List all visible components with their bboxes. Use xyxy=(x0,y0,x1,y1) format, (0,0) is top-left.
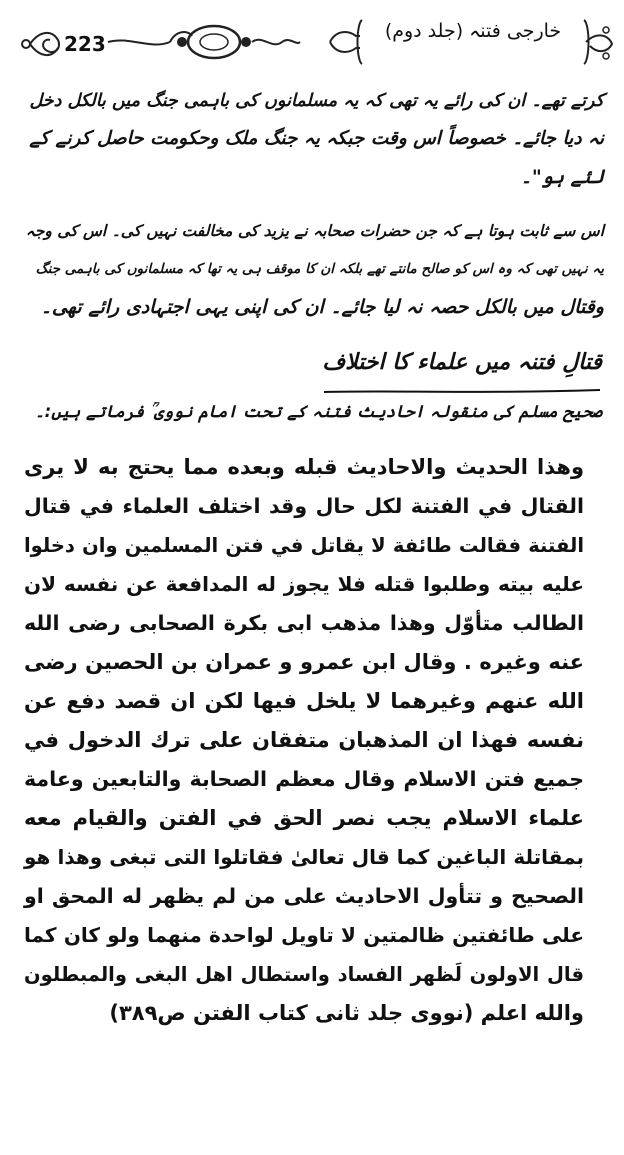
section-heading-text: قتالِ فتنہ میں علماء کا اختلاف xyxy=(322,350,602,375)
page-number: 223 xyxy=(64,32,106,56)
arabic-citation-line: والله اعلم (نووى جلد ثانى كتاب الفتن ص٣٨٩) xyxy=(109,1001,584,1025)
quote-intro: صحیح مسلم کی منقولہ احادیث فتنہ کے تحت امام نووی ؒ فرماتے ہیں:۔ xyxy=(35,402,602,421)
paragraph-2 xyxy=(24,212,604,326)
paragraph-line: اس سے ثابت ہوتا ہے کہ جن حضرات صحابہ نے یزید کی مخالفت نہیں کی۔ اس کی وجہ xyxy=(25,222,604,240)
section-heading xyxy=(322,350,602,396)
paragraph-line: لئے ہو"۔ xyxy=(520,166,604,188)
arabic-line: عنه وغيره . وقال ابن عمرو و عمران بن الحصين رضى xyxy=(24,650,584,674)
page-header xyxy=(0,0,624,72)
arabic-quotation xyxy=(24,448,584,1033)
paragraph-1 xyxy=(24,82,604,196)
arabic-line: الطالب متأوّل وهذا مذهب ابى بكرة الصحابى رضى الله xyxy=(24,611,584,635)
arabic-line: الصحيح و تتأول الاحاديث على من لم يظهر له المحق او xyxy=(24,884,584,908)
paragraph-line: یہ نہیں تھی کہ وہ اس کو صالح مانتے تھے بلکہ ان کا موقف ہی یہ تھا کہ مسلمانوں کی باہمی جنگ xyxy=(35,261,604,277)
arabic-line: القتال في الفتنة لكل حال وقد اختلف العلماء في قتال xyxy=(24,494,584,518)
arabic-line: علماء الاسلام يجب نصر الحق في الفتن والقيام معه xyxy=(24,806,584,830)
arabic-line: على طائفتين ظالمتين لا تاويل لواحدة منهما ولو كان كما xyxy=(24,923,584,947)
arabic-line: قال الاولون لَظهر الفساد واستطال اهل البغى والمبطلون xyxy=(24,963,584,986)
arabic-line: عليه بيته وطلبوا قتله فلا يجوز له المدافعة عن نفسه لان xyxy=(24,572,584,596)
paragraph-line: وقتال میں بالکل حصہ نہ لیا جائے۔ ان کی اپنی یہی اجتہادی رائے تھی۔ xyxy=(40,296,604,318)
arabic-line: بمقاتلة الباغين كما قال تعالىٰ فقاتلوا التى تبغى وهذا هو xyxy=(24,845,584,869)
arabic-line: الله عنهم وغيرهما لا يلخل فيها لكن ان قصد دفع عن xyxy=(24,689,584,713)
arabic-line: جميع فتن الاسلام وقال معظم الصحابة والتابعين وعامة xyxy=(24,767,584,791)
paragraph-line: کرتے تھے۔ ان کی رائے یہ تھی کہ یہ مسلمانوں کی باہمی جنگ میں بالکل دخل xyxy=(29,91,604,111)
arabic-line: نفسه فهذا ان المذهبان متفقان على ترك الدخول في xyxy=(24,728,584,752)
heading-underline xyxy=(322,350,602,396)
paragraph-line: نہ دیا جائے۔ خصوصاً اس وقت جبکہ یہ جنگ ملک وحکومت حاصل کرنے کے xyxy=(29,128,604,149)
arabic-line: الفتنة فقالت طائفة لا يقاتل في فتن المسلمين وان دخلوا xyxy=(24,534,584,557)
arabic-line: وهذا الحديث والاحاديث قبله وبعده مما يحتج به لا يرى xyxy=(24,455,584,479)
running-header-title: خارجی فتنہ (جلد دوم) xyxy=(384,20,562,42)
